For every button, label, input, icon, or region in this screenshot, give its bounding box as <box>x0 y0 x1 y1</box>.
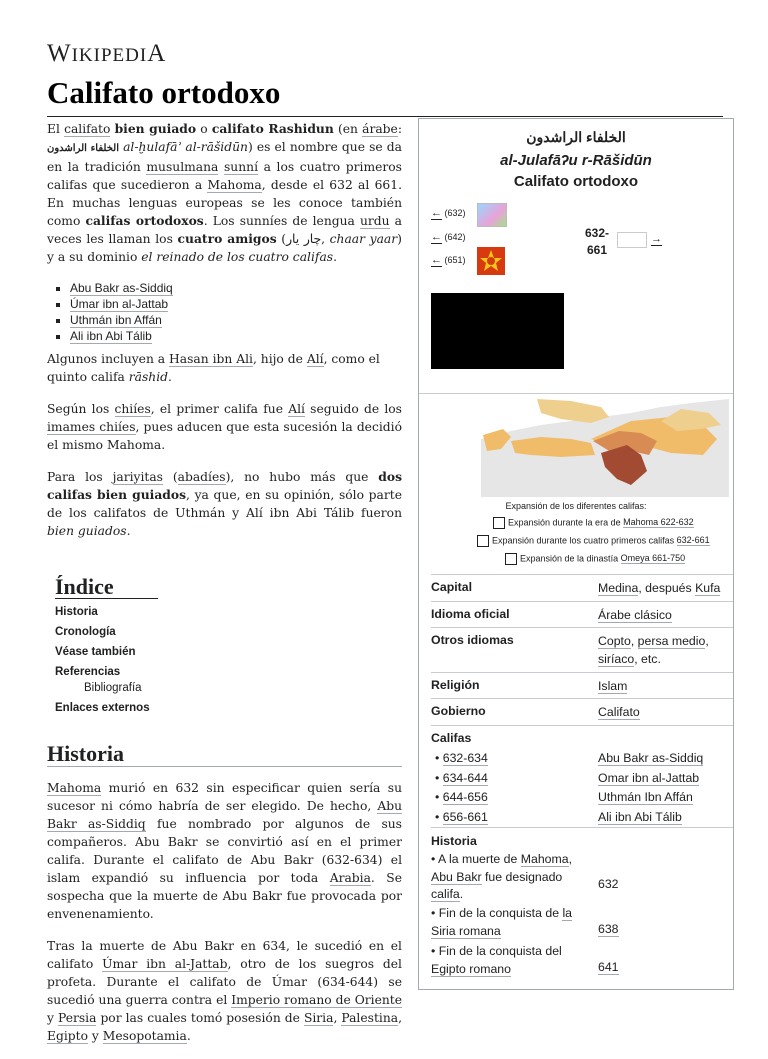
link-siria-romana[interactable]: la Siria romana <box>431 906 573 938</box>
text: , hijo de <box>252 352 307 366</box>
link-years[interactable]: 644-656 <box>442 790 488 804</box>
logo-initial: W <box>47 40 72 67</box>
text: . Los sunníes de lengua <box>203 214 360 228</box>
arabic-text: الخلفاء الراشدون <box>47 143 119 154</box>
link-califa[interactable]: Uthmán Ibn Affán <box>598 790 693 804</box>
text: . Se sospecha que la muerte de Abu Bakr fue provocada por envenenamiento. <box>47 871 402 921</box>
califas-names <box>598 749 703 827</box>
link-hasan[interactable]: Hasan ibn Ali <box>169 352 253 366</box>
infobox-years <box>585 225 609 259</box>
text: murió en 632 sin especificar quien sería su sucesor ni cómo habría de ser elegido. De hecho, <box>47 781 402 813</box>
transliteration: al-ḫulafāʾ al-rāšidūn <box>123 140 248 154</box>
divider <box>419 393 733 394</box>
arrow-left-icon[interactable]: ← <box>431 231 442 243</box>
infobox-row-otros-idiomas <box>431 627 733 672</box>
row-value <box>598 606 672 624</box>
toc-item-vease-tambien[interactable]: Véase también <box>55 646 136 658</box>
link-arabe[interactable]: árabe <box>362 122 398 136</box>
historia-event-2 <box>431 905 591 940</box>
text: y <box>88 1029 103 1043</box>
paragraph <box>47 937 402 1045</box>
link-persa-medio[interactable]: persa medio <box>637 634 706 648</box>
infobox-row-religion <box>431 672 733 699</box>
list-item <box>70 280 402 296</box>
link-califa[interactable]: Omar ibn al-Jattab <box>598 770 700 785</box>
historia-year-2 <box>598 922 619 936</box>
italic-term: rāshid <box>128 370 169 384</box>
text: Para los <box>47 470 113 484</box>
text: Algunos incluyen a <box>47 352 170 366</box>
text: . <box>459 887 464 901</box>
text: , etc. <box>634 652 661 666</box>
text: a los cuatro primeros califas que sucedieron a <box>47 160 402 192</box>
toc-title: Índice <box>55 578 158 599</box>
link-ali[interactable]: Ali ibn Abi Tálib <box>70 329 152 343</box>
infobox-latin-name: al-Julafāʔu r-Rāšidūn <box>500 152 652 169</box>
link-uthman[interactable]: Uthmán ibn Affán <box>70 313 162 327</box>
legend-text: Expansión durante la era de <box>508 517 624 528</box>
link-islam[interactable]: Islam <box>598 679 628 693</box>
text: por las cuales tomó posesión de <box>96 1011 304 1025</box>
paragraph <box>47 468 402 540</box>
califa-name <box>598 808 703 828</box>
text: ), no hubo más que <box>225 470 379 484</box>
row-value <box>598 579 720 597</box>
historia-event-1 <box>431 851 579 904</box>
text: , ya que, en su opinión, sólo parte de los califatos de Uthmán y Alí ibn Abi Tálib fueron <box>47 488 402 520</box>
link-ali[interactable]: Alí <box>288 402 305 416</box>
infobox-row-historia <box>431 827 733 988</box>
text: , <box>398 1011 402 1025</box>
list-item <box>70 312 402 328</box>
map-caption: Expansión de los diferentes califas: <box>505 501 647 511</box>
link-califato[interactable]: califato <box>64 122 111 136</box>
caliphs-list <box>47 280 402 344</box>
predecessor-year: (642) <box>444 232 466 242</box>
link-abu-bakr[interactable]: Abu Bakr <box>431 869 482 884</box>
text: , el primer califa fue <box>150 402 289 416</box>
transliteration: chaar yaar <box>329 232 398 246</box>
link-abu-bakr[interactable]: Abu Bakr as-Siddiq <box>47 799 402 831</box>
link-palestina[interactable]: Palestina <box>341 1011 399 1025</box>
califa-name <box>598 769 703 789</box>
predecessor-flag-1[interactable] <box>477 203 507 227</box>
legend-swatch-icon <box>493 517 505 529</box>
text: (en <box>333 122 363 136</box>
logo-middle: IKIPEDI <box>71 45 148 66</box>
link-mahoma[interactable]: Mahoma <box>520 852 569 866</box>
text: , <box>705 634 709 648</box>
infobox-row-califas <box>431 725 733 826</box>
link-imames[interactable]: imames chiíes <box>47 420 136 434</box>
legend-text: Expansión durante los cuatro primeros califas <box>492 535 677 546</box>
text: fue nombrado por algunos de sus compañeros. Abu Bakr se convirtió así en el primer califa. Durante el califato de Abu Bakr (632-634) el islam expandió su influencia por toda <box>47 817 402 885</box>
legend-link[interactable]: 632-661 <box>676 535 710 546</box>
text: . <box>126 524 131 538</box>
link-musulmana[interactable]: musulmana <box>146 160 219 174</box>
row-label: Gobierno <box>431 704 486 718</box>
text: , <box>630 634 638 648</box>
link-umar[interactable]: Úmar ibn al-Jattab <box>102 957 228 971</box>
text: o <box>196 122 212 136</box>
link-califato[interactable]: Califato <box>598 705 640 719</box>
link-califa[interactable]: Ali ibn Abi Tálib <box>598 809 682 824</box>
link-year[interactable]: 638 <box>598 922 619 936</box>
legend-swatch-icon <box>477 535 489 547</box>
predecessor-3[interactable] <box>431 254 466 266</box>
row-value <box>598 677 627 695</box>
paragraph <box>47 350 402 386</box>
years-end: 661 <box>587 243 608 257</box>
article-body <box>47 120 402 1059</box>
infobox-arabic-name: الخلفاء الراشدون <box>526 129 626 145</box>
text: y <box>47 1011 58 1025</box>
text: Tras la muerte de Abu Bakr en 634, le sucedió en el califato <box>47 939 402 971</box>
link-years[interactable]: 634-644 <box>442 770 488 785</box>
bold-term: califato Rashidun <box>211 121 334 136</box>
row-value <box>598 632 728 668</box>
predecessor-2[interactable] <box>431 231 466 243</box>
link-abu-bakr[interactable]: Abu Bakr as-Siddiq <box>70 281 173 295</box>
text: a veces les llaman los <box>47 214 402 246</box>
link-arabia[interactable]: Arabia <box>329 871 371 885</box>
predecessor-1[interactable] <box>431 207 466 219</box>
text: . <box>333 250 338 264</box>
bold-term: cuatro amigos <box>177 231 277 246</box>
toc-item-cronologia[interactable]: Cronología <box>55 626 116 638</box>
predecessor-flag-3[interactable] <box>477 247 505 275</box>
row-label: Capital <box>431 580 472 594</box>
text: , pues aducen que esta sucesión la decidió el mismo Mahoma. <box>47 420 402 452</box>
list-item <box>70 328 402 344</box>
link-siria[interactable]: Siria <box>303 1011 334 1025</box>
row-label: Idioma oficial <box>431 607 510 621</box>
row-label: Religión <box>431 678 480 692</box>
text: Según los <box>47 402 115 416</box>
toc-item-enlaces-externos[interactable]: Enlaces externos <box>55 702 150 714</box>
link-urdu[interactable]: urdu <box>359 214 390 228</box>
historia-year-1: 632 <box>598 877 619 891</box>
text: , <box>568 852 573 866</box>
link-mesopotamia[interactable]: Mesopotamia <box>102 1029 187 1043</box>
arrow-left-icon[interactable]: ← <box>431 254 442 266</box>
link-copto[interactable]: Copto <box>598 634 631 648</box>
text: ( <box>163 470 178 484</box>
link-persia[interactable]: Persia <box>57 1011 97 1025</box>
table-of-contents <box>55 574 402 715</box>
text: (چار يار, <box>276 232 330 246</box>
legend-item-mahoma <box>419 517 768 529</box>
link-chiies[interactable]: chiíes <box>114 402 151 416</box>
link-imperio-romano-oriente[interactable]: Imperio romano de Oriente <box>231 993 403 1007</box>
predecessor-year: (632) <box>444 208 466 218</box>
legend-link[interactable]: Omeya 661-750 <box>620 553 686 564</box>
link-years[interactable]: 656-661 <box>442 809 488 824</box>
text: , como el quinto califa <box>47 352 380 384</box>
logo-end: A <box>147 40 167 67</box>
text: El <box>47 122 65 136</box>
historia-year-3 <box>598 960 619 974</box>
text: ) y a su dominio <box>47 232 402 264</box>
text: • Fin de la conquista de <box>431 906 563 920</box>
legend-item-omeya <box>419 553 768 565</box>
toc-item-historia[interactable]: Historia <box>55 606 98 618</box>
section-heading-historia: Historia <box>47 745 402 767</box>
wikipedia-logo[interactable] <box>47 40 166 68</box>
arrow-right-icon[interactable]: → <box>651 233 662 245</box>
bold-term: dos califas bien guiados <box>47 469 402 502</box>
link-kufa[interactable]: Kufa <box>695 581 721 595</box>
arrow-left-icon[interactable]: ← <box>431 207 442 219</box>
row-value <box>598 703 640 721</box>
row-label: Califas <box>431 731 472 745</box>
infobox <box>418 118 734 990</box>
text: • A la muerte de <box>431 852 521 866</box>
list-item <box>70 296 402 312</box>
legend-link[interactable]: Mahoma 622-632 <box>623 517 694 528</box>
califa-name <box>598 788 703 808</box>
califa-years: • 656-661 <box>435 809 488 824</box>
link-umar[interactable]: Úmar ibn al-Jattab <box>70 297 169 311</box>
predecessor-year: (651) <box>444 255 466 265</box>
link-jariyitas[interactable]: jariyitas <box>112 470 163 484</box>
text: . <box>168 370 172 384</box>
califa-years: • 632-634 <box>435 751 488 765</box>
row-label: Historia <box>431 834 477 848</box>
italic-term: el reinado de los cuatro califas <box>141 250 334 264</box>
text: , otro de los suegros del profeta. Durante el califato de Úmar (634-644) se sucedió una guerra contra el <box>47 957 402 1007</box>
link-arabe-clasico[interactable]: Árabe clásico <box>598 608 672 622</box>
paragraph <box>47 400 402 454</box>
link-califa[interactable]: califa <box>431 887 460 901</box>
link-sunni[interactable]: sunní <box>224 160 259 174</box>
toc-item-bibliografia[interactable]: Bibliografía <box>84 682 142 694</box>
successor-link[interactable] <box>651 231 662 245</box>
text: , <box>333 1011 342 1025</box>
paragraph <box>47 779 402 923</box>
historia-event-3 <box>431 943 591 978</box>
flag-image[interactable] <box>431 293 564 369</box>
infobox-row-gobierno <box>431 698 733 725</box>
bold-term: bien guiado <box>114 121 197 136</box>
text: • Fin de la conquista del <box>431 944 562 958</box>
link-years[interactable]: 632-634 <box>442 751 488 765</box>
califas-years <box>435 749 488 827</box>
bold-term: califas ortodoxos <box>85 213 204 228</box>
row-label: Otros idiomas <box>431 633 514 647</box>
link-abadies[interactable]: abadíes <box>177 470 226 484</box>
link-egipto[interactable]: Egipto <box>47 1029 88 1043</box>
toc-item-referencias[interactable]: Referencias <box>55 666 121 678</box>
expansion-map[interactable] <box>481 399 729 497</box>
successor-flag[interactable] <box>617 232 647 248</box>
infobox-row-capital <box>431 574 733 601</box>
page-title: Califato ortodoxo <box>47 74 723 117</box>
link-ali[interactable]: Alí <box>306 352 324 366</box>
text: : <box>397 122 402 136</box>
infobox-row-idioma <box>431 601 733 628</box>
text: ) es el nombre que se da en la tradición <box>47 140 402 174</box>
text: . <box>186 1029 191 1043</box>
intro-paragraph <box>47 120 402 266</box>
text: , desde el 632 al 661. En muchas lenguas europeas se les conoce también como <box>47 178 402 228</box>
years-start: 632- <box>585 226 610 240</box>
legend-item-cuatro-califas <box>419 535 768 547</box>
legend-swatch-icon <box>505 553 517 565</box>
link-mahoma[interactable]: Mahoma <box>207 178 262 192</box>
link-egipto-romano[interactable]: Egipto romano <box>431 961 511 976</box>
link-medina[interactable]: Medina <box>598 581 639 595</box>
link-siriaco[interactable]: siríaco <box>598 652 635 666</box>
infobox-spanish-name: Califato ortodoxo <box>513 173 639 190</box>
link-califa[interactable]: Abu Bakr as-Siddiq <box>598 751 704 765</box>
text: seguido de los <box>304 402 402 416</box>
text: fue designado <box>481 869 563 884</box>
link-mahoma[interactable]: Mahoma <box>47 781 102 795</box>
califa-years: • 634-644 <box>435 770 488 785</box>
legend-text: Expansión de la dinastía <box>520 553 621 564</box>
califa-years: • 644-656 <box>435 790 488 804</box>
text: , después <box>638 581 696 595</box>
link-year[interactable]: 641 <box>598 960 619 974</box>
califa-name <box>598 749 703 769</box>
italic-term: bien guiados <box>47 524 127 538</box>
